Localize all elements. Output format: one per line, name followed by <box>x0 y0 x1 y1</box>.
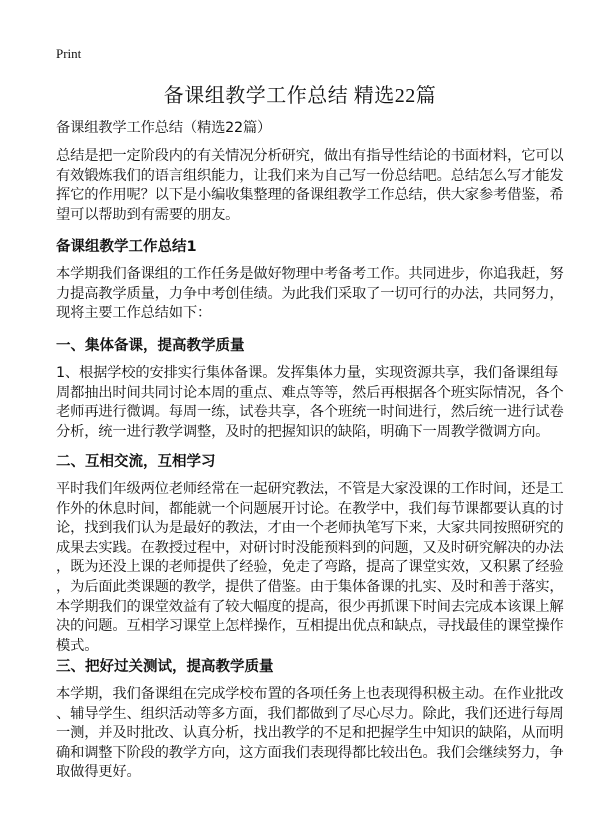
text-line: 挥它的作用呢？以下是小编收集整理的备课组教学工作总结，供大家参考借鉴，希 <box>56 187 564 204</box>
text-line: 现将主要工作总结如下： <box>56 305 212 322</box>
subheading-1: 一、集体备课，提高教学质量 <box>56 338 245 354</box>
text-line: 老师再进行微调。每周一练，试卷共享，各个班统一时间进行，然后统一进行试卷 <box>56 404 564 421</box>
subtitle-text: 备课组教学工作总结（精选22篇） <box>56 120 272 136</box>
text-line: 取做得更好。 <box>56 764 141 781</box>
print-label[interactable]: Print <box>56 46 82 61</box>
text-line: ，为后面此类课题的教学，提供了借鉴。由于集体备课的扎实、及时和善于落实， <box>56 578 564 595</box>
section-heading: 备课组教学工作总结1 <box>56 239 197 255</box>
document-title: 备课组教学工作总结 精选22篇 <box>163 85 437 107</box>
text-line: 平时我们年级两位老师经常在一起研究教法，不管是大家没课的工作时间，还是工 <box>56 481 564 497</box>
text-line: 本学期我们备课组的工作任务是做好物理中考备考工作。共同进步，你追我赶，努 <box>56 266 564 282</box>
text-line: 作外的休息时间，都能就一个问题展开讨论。在教学中，我们每节课都要认真的讨 <box>56 500 564 517</box>
document-subtitle <box>56 119 271 139</box>
subheading-2: 二、互相交流，互相学习 <box>56 454 216 470</box>
text-line: 周都抽出时间共同讨论本周的重点、难点等等，然后再根据各个班实际情况，各个 <box>56 384 564 401</box>
text-line: 论，找到我们认为是最好的教法，才由一个老师执笔写下来，大家共同按照研究的 <box>56 520 564 537</box>
text-line: 本学期我们的课堂效益有了较大幅度的提高，很少再抓课下时间去完成本该课上解 <box>56 598 564 615</box>
text-line: 一测，并及时批改、认真分析，找出教学的不足和把握学生中知识的缺陷，从而明 <box>56 725 564 742</box>
text-line: 确和调整下阶段的教学方向，这方面我们表现得都比较出色。我们会继续努力，争 <box>56 744 564 761</box>
text-line: 力提高教学质量，力争中考创佳绩。为此我们采取了一切可行的办法，共同努力， <box>56 285 564 302</box>
text-line: 成果去实践。在教授过程中，对研讨时没能预料到的问题，又及时研究解决的办法 <box>56 539 564 556</box>
subheading-3: 三、把好过关测试，提高教学质量 <box>56 659 274 675</box>
paragraph-2 <box>56 480 563 656</box>
text-line: 本学期，我们备课组在完成学校布置的各项任务上也表现得积极主动。在作业批改 <box>56 686 564 702</box>
section-intro-paragraph <box>56 265 563 324</box>
text-line: 望可以帮助到有需要的朋友。 <box>56 206 240 223</box>
text-line: 有效锻炼我们的语言组织能力，让我们来为自己写一份总结吧。总结怎么写才能发 <box>56 167 564 184</box>
text-line: 模式。 <box>56 637 99 654</box>
text-line: 1、根据学校的安排实行集体备课。发挥集体力量，实现资源共享，我们备课组每 <box>56 365 559 381</box>
paragraph-3 <box>56 685 563 783</box>
text-line: 分析，统一进行教学调整，及时的把握知识的缺陷，明确下一周教学微调方向。 <box>56 423 550 440</box>
paragraph-1 <box>56 364 563 442</box>
text-line: ，既为还没上课的老师提供了经验，免走了弯路，提高了课堂实效，又积累了经验 <box>56 559 564 576</box>
intro-paragraph <box>56 147 563 225</box>
text-line: 、辅导学生、组织活动等多方面，我们都做到了尽心尽力。除此，我们还进行每周 <box>56 705 564 722</box>
text-line: 决的问题。互相学习课堂上怎样操作，互相提出优点和缺点，寻找最佳的课堂操作 <box>56 618 564 635</box>
text-line: 总结是把一定阶段内的有关情况分析研究，做出有指导性结论的书面材料，它可以 <box>56 148 564 164</box>
